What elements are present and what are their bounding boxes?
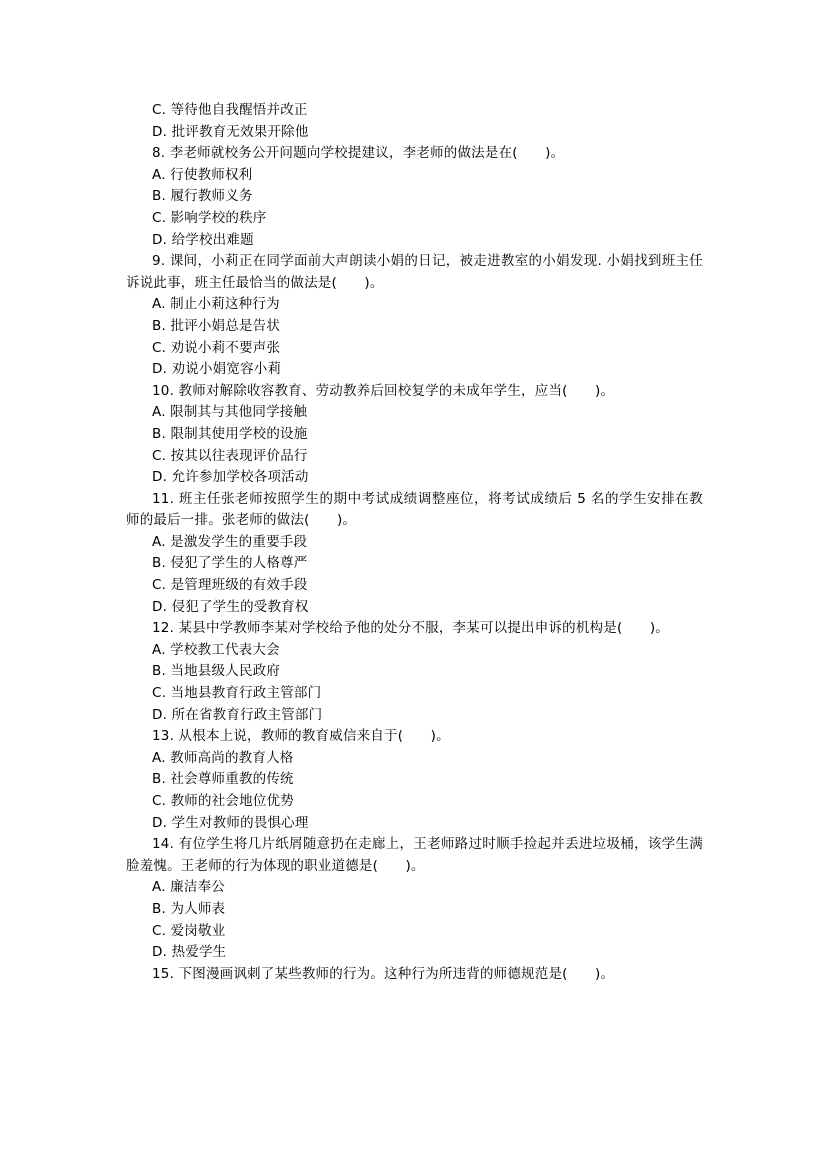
option-14d: D. 热爱学生 [152, 944, 227, 961]
option-12a: A. 学校教工代表大会 [152, 641, 280, 658]
option-12d: D. 所在省教育行政主管部门 [152, 706, 323, 723]
option-8b: B. 履行教师义务 [152, 188, 253, 205]
option-11c: C. 是管理班级的有效手段 [152, 577, 308, 594]
option-10c: C. 按其以往表现评价品行 [152, 447, 308, 464]
option-10d: D. 允许参加学校各项活动 [152, 469, 309, 486]
option-12c: C. 当地县教育行政主管部门 [152, 685, 322, 702]
question-13: 13. 从根本上说，教师的教育威信来自于( )。 [152, 728, 450, 745]
option-9b: B. 批评小娟总是告状 [152, 317, 281, 334]
option-9c: C. 劝说小莉不要声张 [152, 339, 281, 356]
option-8c: C. 影响学校的秩序 [152, 209, 267, 226]
question-11: 11. 班主任张老师按照学生的期中考试成绩调整座位，将考试成绩后 5 名的学生安排在教师的最后一排。张老师的做法( )。 [126, 490, 703, 529]
option-14a: A. 廉洁奉公 [152, 879, 225, 896]
option-13a: A. 教师高尚的教育人格 [152, 749, 294, 766]
option-13c: C. 教师的社会地位优势 [152, 793, 294, 809]
question-8: 8. 李老师就校务公开问题向学校提建议，李老师的做法是在( )。 [152, 145, 565, 162]
option-9d: D. 劝说小娟宽容小莉 [152, 361, 282, 378]
option-13d: D. 学生对教师的畏惧心理 [152, 814, 309, 831]
option-14c: C. 爱岗敬业 [152, 922, 226, 939]
option-14b: B. 为人师表 [152, 900, 226, 917]
question-12: 12. 某县中学教师李某对学校给予他的处分不服，李某可以提出申诉的机构是( )。 [152, 620, 669, 637]
question-10: 10. 教师对解除收容教育、劳动教养后回校复学的未成年学生，应当( )。 [152, 382, 615, 399]
option-8d: D. 给学校出难题 [152, 231, 254, 248]
option-8a: A. 行使教师权利 [152, 166, 253, 183]
option-9a: A. 制止小莉这种行为 [152, 296, 280, 313]
option-13b: B. 社会尊师重教的传统 [152, 771, 294, 788]
option-7d: D. 批评教育无效果开除他 [152, 123, 309, 140]
option-11a: A. 是激发学生的重要手段 [152, 533, 308, 550]
question-9: 9. 课间，小莉正在同学面前大声朗读小娟的日记，被走进教室的小娟发现. 小娟找到班主任诉说此事，班主任最恰当的做法是( )。 [126, 253, 703, 291]
option-12b: B. 当地县级人民政府 [152, 663, 281, 680]
question-15: 15. 下图漫画讽刺了某些教师的行为。这种行为所违背的师德规范是( )。 [152, 965, 615, 982]
option-7c: C. 等待他自我醒悟并改正 [152, 102, 308, 118]
option-10a: A. 限制其与其他同学接触 [152, 404, 308, 421]
option-11d: D. 侵犯了学生的受教育权 [152, 598, 309, 615]
option-10b: B. 限制其使用学校的设施 [152, 425, 308, 442]
document-page [126, 100, 703, 985]
question-14: 14. 有位学生将几片纸屑随意扔在走廊上，王老师路过时顺手捡起并丢进垃圾桶，该学生满脸羞愧。王老师的行为体现的职业道德是( )。 [126, 836, 703, 874]
option-11b: B. 侵犯了学生的人格尊严 [152, 555, 308, 572]
